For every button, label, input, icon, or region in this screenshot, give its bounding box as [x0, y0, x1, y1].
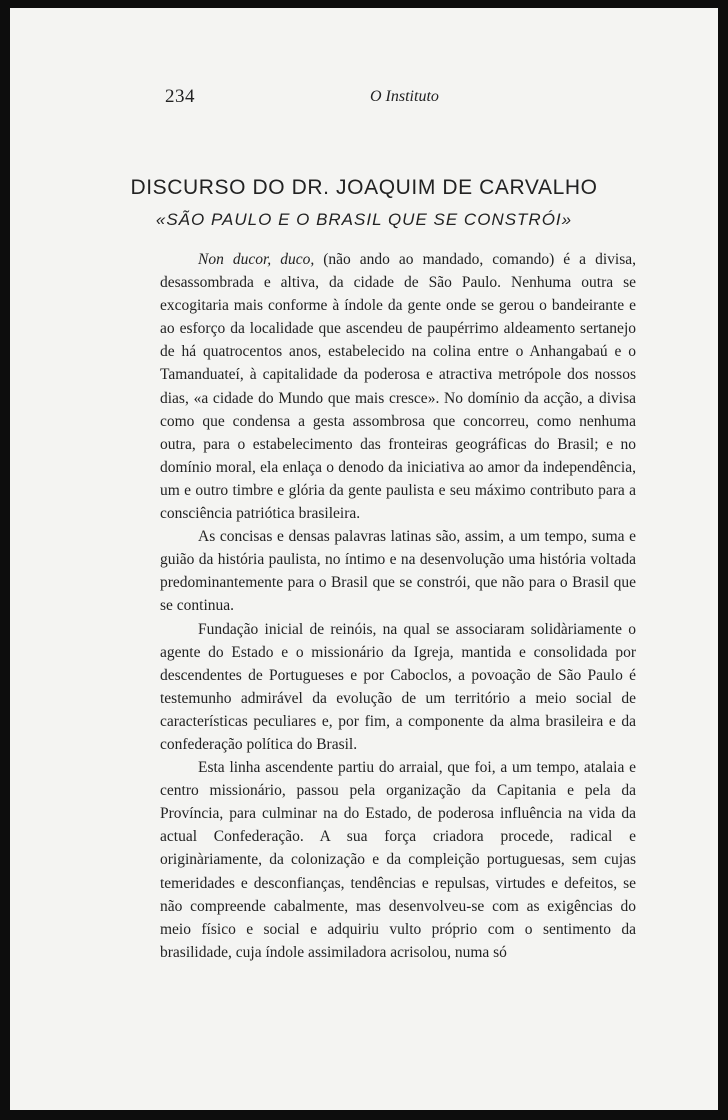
paragraph — [160, 248, 636, 525]
paragraph-text: Fundação inicial de reinóis, na qual se associaram solidàriamente o agente do Estado e o missionário da Igreja, mantida e consolidada por descendentes de Portugueses e por Caboclos, a povoação de São Paulo é testemunho admirável da evolução de um território a meio social de características peculiares e, por fim, a componente da alma brasileira e da confederação política do Brasil. — [160, 620, 636, 753]
page-header — [165, 86, 635, 112]
paragraph — [160, 756, 636, 964]
article-body — [160, 248, 636, 964]
paragraph — [160, 618, 636, 757]
running-head: O Instituto — [370, 88, 439, 105]
paragraph-text: Esta linha ascendente partiu do arraial, que foi, a um tempo, atalaia e centro missionário, passou pela organização da Capitania e pela da Província, para culminar na do Estado, de poderosa influência na vida da actual Confederação. A sua força criadora procede, radical e originàriamente, da colonização e da compleição portuguesas, sem cujas temeridades e desconfianças, tendências e repulsas, virtudes e defeitos, se não compreende cabalmente, mas desenvolveu-se com as exigências do meio físico e social e adquiriu vulto próprio com o sentimento da brasilidade, cuja índole assimiladora acrisolou, numa só — [160, 759, 636, 961]
paragraph-text: (não ando ao mandado, comando) é a divisa, desassombrada e altiva, da cidade de São Paulo. Nenhuma outra se excogitaria mais conforme à índole da gente onde se gerou o bandeirante e ao esforço da localidade que ascendeu de paupérrimo aldeamento sertanejo de há quatrocentos anos, estabelecido na colina entre o Anhangabaú e o Tamanduateí, à capitalidade da poderosa e atractiva metrópole dos nossos dias, «a cidade do Mundo que mais cresce». No domínio da acção, a divisa como que condensa a gesta assombrosa que concorreu, como nenhuma outra, para o estabelecimento das fronteiras geográficas do Brasil; e no domínio moral, ela enlaça o denodo da iniciativa ao amor da independência, um e outro timbre e glória da gente paulista e seu máximo contributo para a consciência patriótica brasileira. — [160, 251, 636, 523]
article-subtitle: «SÃO PAULO E O BRASIL QUE SE CONSTRÓI» — [155, 210, 573, 229]
paragraph-lead: Non ducor, duco, — [198, 251, 315, 268]
article-title: DISCURSO DO DR. JOAQUIM DE CARVALHO — [130, 176, 598, 200]
book-page — [10, 8, 718, 1110]
page-number: 234 — [165, 86, 195, 107]
paragraph — [160, 525, 636, 617]
paragraph-text: As concisas e densas palavras latinas são, assim, a um tempo, suma e guião da história paulista, no íntimo e na desenvolução uma história voltada predominantemente para o Brasil que se constrói, que não para o Brasil que se continua. — [160, 528, 636, 615]
